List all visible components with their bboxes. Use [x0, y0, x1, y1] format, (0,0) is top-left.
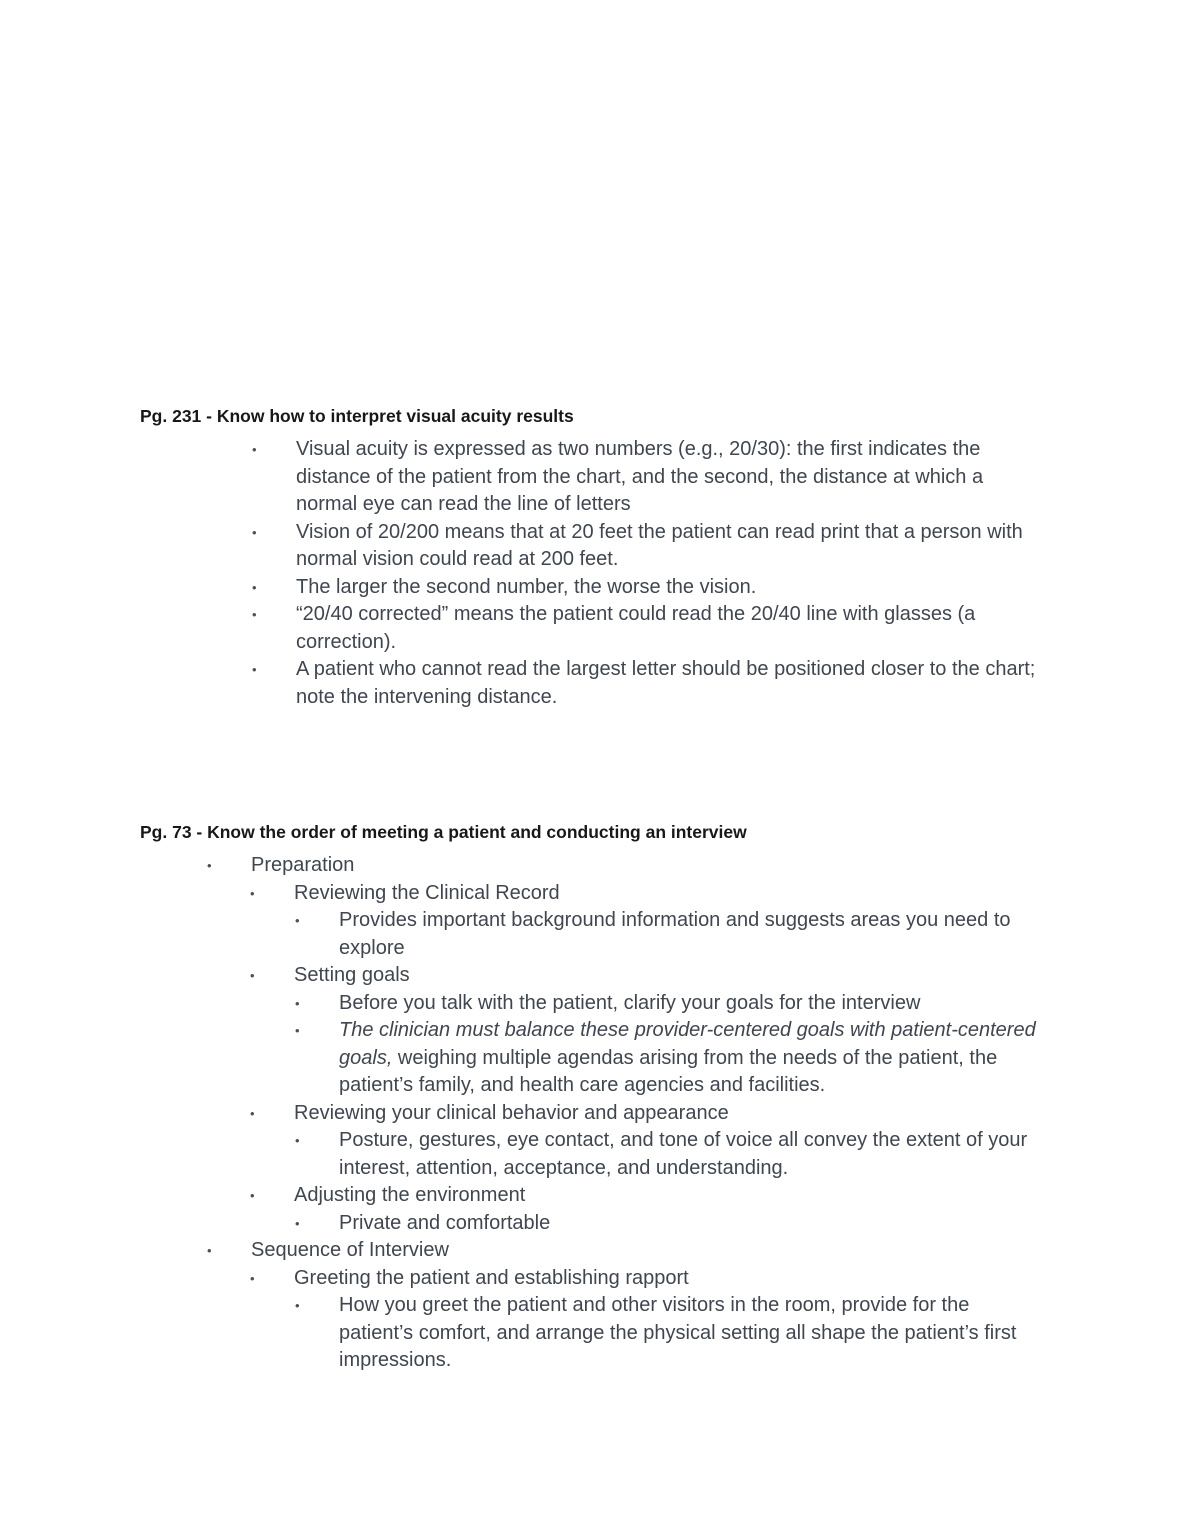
bullet-item [140, 519, 1040, 574]
bullet-item [140, 852, 1040, 880]
bullet-text: Greeting the patient and establishing rapport [294, 1266, 689, 1289]
bullet-text: Posture, gestures, eye contact, and tone of voice all convey the extent of your interest, attention, acceptance, and understanding. [339, 1129, 1028, 1179]
section-heading: Pg. 231 - Know how to interpret visual acuity results [140, 406, 574, 426]
bullet-text: A patient who cannot read the largest letter should be positioned closer to the chart; note the intervening distance. [296, 658, 1036, 708]
bullet-item [140, 880, 1040, 908]
bullet-icon: • [252, 442, 257, 457]
bullet-item [140, 1127, 1040, 1182]
bullet-item [140, 1100, 1040, 1128]
bullet-icon: • [252, 524, 257, 540]
bullet-text: Reviewing your clinical behavior and appearance [294, 1101, 729, 1124]
bullet-item [140, 1182, 1040, 1210]
bullet-text: Provides important background information and suggests areas you need to explore [339, 909, 1011, 959]
bullet-text: Visual acuity is expressed as two numbers (e.g., 20/30): the first indicates the distance of the patient from the chart, and the second, the distance at which a normal eye can read the line of letters [296, 438, 984, 515]
bullet-item [140, 1017, 1040, 1100]
bullet-icon: • [250, 885, 255, 901]
bullet-icon: • [295, 1215, 300, 1231]
section-visual-acuity [140, 404, 1040, 711]
bullet-item [140, 1265, 1040, 1293]
bullet-item [140, 601, 1040, 656]
bullet-text: Private and comfortable [339, 1211, 551, 1234]
bullet-item [140, 1210, 1040, 1238]
bullet-text: The larger the second number, the worse the vision. [296, 575, 757, 598]
bullet-icon: • [250, 968, 255, 983]
bullet-text: “20/40 corrected” means the patient could read the 20/40 line with glasses (a correction). [296, 603, 976, 653]
bullet-icon: • [250, 1188, 255, 1203]
bullet-text: Adjusting the environment [294, 1184, 526, 1206]
bullet-list [140, 436, 1040, 711]
bullet-text: Before you talk with the patient, clarify your goals for the interview [339, 991, 921, 1014]
bullet-icon: • [295, 995, 300, 1011]
bullet-item [140, 907, 1040, 962]
bullet-item [140, 574, 1040, 602]
bullet-text: How you greet the patient and other visitors in the room, provide for the patient’s comfort, and arrange the physical setting all shape the patient’s first impressions. [339, 1294, 1017, 1371]
bullet-icon: • [252, 579, 257, 595]
bullet-text: Reviewing the Clinical Record [294, 881, 560, 904]
bullet-item [140, 436, 1040, 519]
bullet-list [140, 852, 1040, 1375]
bullet-icon: • [252, 662, 257, 677]
bullet-item [140, 656, 1040, 711]
bullet-icon: • [250, 1105, 255, 1121]
bullet-text-mixed [339, 1017, 1040, 1100]
bullet-item [140, 962, 1040, 990]
bullet-item [140, 1292, 1040, 1375]
bullet-icon: • [295, 913, 300, 928]
section-heading: Pg. 73 - Know the order of meeting a patient and conducting an interview [140, 822, 747, 842]
bullet-text: Preparation [251, 854, 355, 876]
bullet-icon: • [207, 858, 212, 873]
bullet-icon: • [295, 1298, 300, 1313]
bullet-icon: • [295, 1023, 300, 1038]
bullet-text: weighing multiple agendas arising from the needs of the patient, the patient’s family, and health care agencies and facilities. [339, 1046, 998, 1096]
bullet-text: Vision of 20/200 means that at 20 feet the patient can read print that a person with normal vision could read at 200 feet. [296, 520, 1023, 570]
bullet-icon: • [252, 607, 257, 622]
bullet-icon: • [250, 1270, 255, 1286]
section-interview-order [140, 820, 1040, 1375]
bullet-item [140, 1237, 1040, 1265]
bullet-text: Sequence of Interview [251, 1239, 449, 1261]
bullet-icon: • [295, 1133, 300, 1148]
bullet-icon: • [207, 1243, 212, 1258]
bullet-item [140, 990, 1040, 1018]
bullet-text: Setting goals [294, 964, 410, 986]
bullet-text-italic: The clinician must balance these provider-centered goals with patient-centered goals, [339, 1019, 1036, 1069]
